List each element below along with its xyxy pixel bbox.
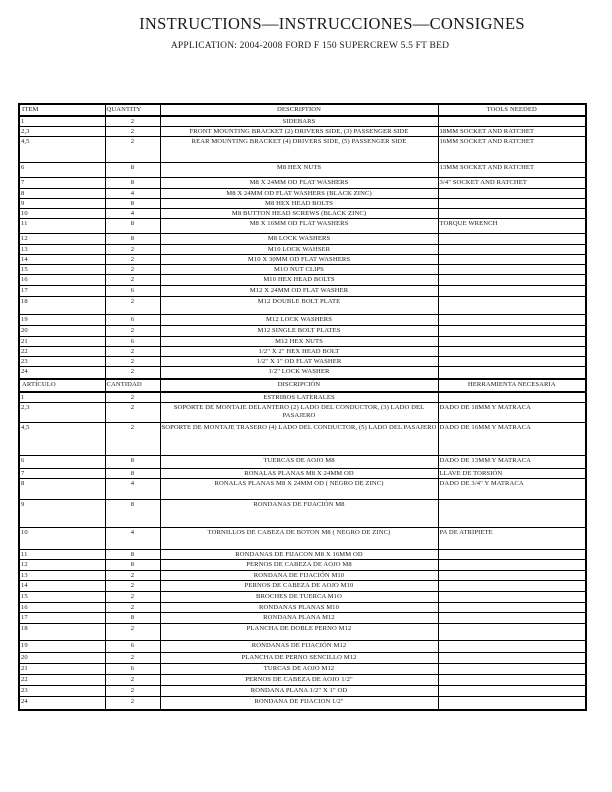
table-row [19, 326, 586, 336]
quantity-cell: 8 [105, 219, 160, 234]
item-cell: 23 [19, 357, 105, 367]
tools-cell [438, 188, 586, 198]
description-cell: RONDANAS PLANAS M10 [160, 602, 438, 612]
description-cell: PLANCHA DE PERNO SENCILLO M12 [160, 653, 438, 664]
tools-cell [438, 613, 586, 624]
description-cell: TURCAS DE AOJO M12 [160, 664, 438, 675]
quantity-cell: 8 [105, 178, 160, 188]
table-row [19, 479, 586, 500]
tools-cell [438, 346, 586, 356]
description-cell: TORNILLOS DE CABEZA DE BOTON M8 ( NEGRO DE ZINC) [160, 528, 438, 550]
table-row [19, 315, 586, 326]
quantity-cell: 2 [105, 275, 160, 286]
table-row [19, 367, 586, 379]
description-cell: FRONT MOUNTING BRACKET (2) DRIVERS SIDE, (3) PASSENGER SIDE [160, 127, 438, 137]
quantity-cell: 8 [105, 163, 160, 178]
tools-cell [438, 234, 586, 244]
table-row [19, 219, 586, 234]
tools-cell [438, 275, 586, 286]
item-cell: 1 [19, 392, 105, 403]
item-cell: 17 [19, 286, 105, 297]
item-cell: 15 [19, 591, 105, 602]
quantity-cell: 2 [105, 686, 160, 697]
document-title: INSTRUCTIONS—INSTRUCCIONES—CONSIGNES [139, 14, 525, 33]
quantity-cell: 8 [105, 469, 160, 479]
tools-cell [438, 367, 586, 379]
description-cell: RONDANA DE FIJACION 1/2" [160, 697, 438, 710]
description-cell: RONDANA PLANA 1/2" X 1" OD [160, 686, 438, 697]
item-cell: 18 [19, 624, 105, 641]
description-cell: M8 HEX HEAD BOLTS [160, 198, 438, 208]
quantity-cell: 2 [105, 570, 160, 580]
item-cell: 18 [19, 297, 105, 315]
description-cell: M8 X 24MM OD FLAT WASHERS (BLACK ZINC) [160, 188, 438, 198]
table-row [19, 697, 586, 710]
table-row [19, 163, 586, 178]
description-cell: RONALAS PLANAS M8 X 24MM OD [160, 469, 438, 479]
quantity-cell: 8 [105, 500, 160, 528]
table-row [19, 591, 586, 602]
tools-cell: LLAVE DE TORSIÓN [438, 469, 586, 479]
item-cell: 24 [19, 367, 105, 379]
description-cell: PERNOS DE CABEZA DE AOJO 1/2" [160, 675, 438, 686]
item-cell: 22 [19, 675, 105, 686]
english-header-tools-cell: TOOLS NEEDED [438, 104, 586, 116]
description-cell: TUERCAS DE AOJO M8 [160, 456, 438, 469]
tools-cell [438, 116, 586, 127]
description-cell: M8 HEX NUTS [160, 163, 438, 178]
description-cell: M12 X 24MM OD FLAT WASHER [160, 286, 438, 297]
table-row [19, 500, 586, 528]
tools-cell: DADO DE 16MM Y MATRACA [438, 423, 586, 456]
quantity-cell: 2 [105, 392, 160, 403]
tools-cell [438, 326, 586, 336]
item-cell: 4,5 [19, 137, 105, 163]
description-cell: M8 BUTTON HEAD SCREWS (BLACK ZINC) [160, 209, 438, 219]
tools-cell [438, 560, 586, 570]
quantity-cell: 8 [105, 550, 160, 560]
english-header-description-cell: DESCRIPTION [160, 104, 438, 116]
table-row [19, 613, 586, 624]
tools-cell [438, 357, 586, 367]
quantity-cell: 2 [105, 346, 160, 356]
item-cell: 12 [19, 560, 105, 570]
tools-cell [438, 675, 586, 686]
english-header-row [19, 104, 586, 116]
quantity-cell: 8 [105, 198, 160, 208]
item-cell: 16 [19, 275, 105, 286]
table-row [19, 265, 586, 275]
quantity-cell: 4 [105, 479, 160, 500]
description-cell: RONDANAS DE FIJACIÓN M8 [160, 500, 438, 528]
item-cell: 14 [19, 580, 105, 591]
quantity-cell: 2 [105, 137, 160, 163]
tools-cell [438, 697, 586, 710]
description-cell: PERNOS DE CABEZA DE AOJO M8 [160, 560, 438, 570]
item-cell: 13 [19, 244, 105, 254]
tools-cell [438, 580, 586, 591]
quantity-cell: 2 [105, 403, 160, 423]
description-cell: RONDANA PLANA M12 [160, 613, 438, 624]
item-cell: 17 [19, 613, 105, 624]
table-row [19, 275, 586, 286]
table-row [19, 653, 586, 664]
item-cell: 1 [19, 116, 105, 127]
item-cell: 8 [19, 479, 105, 500]
quantity-cell: 2 [105, 116, 160, 127]
table-row [19, 403, 586, 423]
table-row [19, 675, 586, 686]
description-cell: M10 X 30MM OD FLAT WASHERS [160, 254, 438, 264]
tools-cell: DADO DE 13MM Y MATRACA [438, 456, 586, 469]
table-row [19, 664, 586, 675]
item-cell: 6 [19, 163, 105, 178]
item-cell: 9 [19, 500, 105, 528]
table-row [19, 392, 586, 403]
quantity-cell: 2 [105, 697, 160, 710]
item-cell: 22 [19, 346, 105, 356]
description-cell: M1O NUT CLIPS [160, 265, 438, 275]
item-cell: 11 [19, 550, 105, 560]
item-cell: 20 [19, 326, 105, 336]
table-row [19, 357, 586, 367]
description-cell: RONDANAS DE FIJACON M8 X 16MM OD [160, 550, 438, 560]
description-cell: M8 LOCK WASHERS [160, 234, 438, 244]
quantity-cell: 4 [105, 209, 160, 219]
quantity-cell: 2 [105, 591, 160, 602]
quantity-cell: 4 [105, 528, 160, 550]
quantity-cell: 8 [105, 456, 160, 469]
quantity-cell: 2 [105, 297, 160, 315]
item-cell: 21 [19, 664, 105, 675]
table-row [19, 254, 586, 264]
description-cell: M12 SINGLE BOLT PLATES [160, 326, 438, 336]
quantity-cell: 8 [105, 234, 160, 244]
item-cell: 7 [19, 469, 105, 479]
description-cell: 1/2" X 1" OD FLAT WASHER [160, 357, 438, 367]
tools-cell [438, 265, 586, 275]
table-row [19, 137, 586, 163]
table-row [19, 602, 586, 612]
table-row [19, 423, 586, 456]
tools-cell: 16MM SOCKET AND RATCHET [438, 137, 586, 163]
tools-cell: DADO DE 18MM Y MATRACA [438, 403, 586, 423]
quantity-cell: 2 [105, 624, 160, 641]
quantity-cell: 2 [105, 423, 160, 456]
table-row [19, 346, 586, 356]
table-row [19, 550, 586, 560]
tools-cell [438, 500, 586, 528]
tools-cell: TORQUE WRENCH [438, 219, 586, 234]
item-cell: 2,3 [19, 127, 105, 137]
quantity-cell: 6 [105, 664, 160, 675]
table-row [19, 244, 586, 254]
description-cell: PLANCHA DE DOBLE PERNO M12 [160, 624, 438, 641]
description-cell: M12 LOCK WASHERS [160, 315, 438, 326]
item-cell: 19 [19, 641, 105, 653]
quantity-cell: 2 [105, 254, 160, 264]
table-row [19, 469, 586, 479]
table-row [19, 570, 586, 580]
quantity-cell: 2 [105, 602, 160, 612]
tools-cell [438, 602, 586, 612]
item-cell: 21 [19, 336, 105, 346]
tools-cell [438, 336, 586, 346]
tools-cell: 18MM SOCKET AND RATCHET [438, 127, 586, 137]
item-cell: 23 [19, 686, 105, 697]
tools-cell [438, 297, 586, 315]
item-cell: 15 [19, 265, 105, 275]
tools-cell: 13MM SOCKET AND RATCHET [438, 163, 586, 178]
tools-cell [438, 198, 586, 208]
table-row [19, 624, 586, 641]
tools-cell [438, 686, 586, 697]
spanish-header-tools-cell: HERRAMIENTA NECESARIA [438, 379, 586, 392]
tools-cell [438, 244, 586, 254]
tools-cell [438, 570, 586, 580]
quantity-cell: 2 [105, 653, 160, 664]
table-row [19, 198, 586, 208]
description-cell: SIDEBARS [160, 116, 438, 127]
tools-cell: PA DE ATRIPIETE [438, 528, 586, 550]
quantity-cell: 6 [105, 336, 160, 346]
table-row [19, 234, 586, 244]
item-cell: 24 [19, 697, 105, 710]
description-cell: RONALAS PLANAS M8 X 24MM OD ( NEGRO DE ZINC) [160, 479, 438, 500]
quantity-cell: 2 [105, 675, 160, 686]
item-cell: 7 [19, 178, 105, 188]
item-cell: 12 [19, 234, 105, 244]
tools-cell [438, 653, 586, 664]
description-cell: SOPORTE DE MONTAJE TRASERO (4) LADO DEL CONDUCTOR, (5) LADO DEL PASAJERO [160, 423, 438, 456]
quantity-cell: 2 [105, 127, 160, 137]
quantity-cell: 2 [105, 580, 160, 591]
spanish-header-row [19, 379, 586, 392]
quantity-cell: 2 [105, 265, 160, 275]
item-cell: 19 [19, 315, 105, 326]
description-cell: M8 X 24MM OD FLAT WASHERS [160, 178, 438, 188]
table-row [19, 297, 586, 315]
item-cell: 8 [19, 188, 105, 198]
tools-cell: DADO DE 3/4" Y MATRACA [438, 479, 586, 500]
table-row [19, 209, 586, 219]
english-header-quantity-cell: QUANTITY [105, 104, 160, 116]
spanish-header-item-cell: ARTÍCULO [19, 379, 105, 392]
tools-cell [438, 624, 586, 641]
table-row [19, 116, 586, 127]
description-cell: 1/2" LOCK WASHER [160, 367, 438, 379]
description-cell: M10 LOCK WAHSER [160, 244, 438, 254]
description-cell: RONDANA DE FIJACIÓN M10 [160, 570, 438, 580]
tools-cell [438, 254, 586, 264]
quantity-cell: 6 [105, 286, 160, 297]
spanish-header-description-cell: DISCRIPCIÓN [160, 379, 438, 392]
tools-cell [438, 392, 586, 403]
tools-cell [438, 315, 586, 326]
item-cell: 10 [19, 528, 105, 550]
table-row [19, 580, 586, 591]
tools-cell: 3/4" SOCKET AND RATCHET [438, 178, 586, 188]
tools-cell [438, 591, 586, 602]
quantity-cell: 2 [105, 357, 160, 367]
description-cell: RONDANAS DE FIJACIÓN M12 [160, 641, 438, 653]
application-line: APPLICATION: 2004-2008 FORD F 150 SUPERCREW 5.5 FT BED [170, 41, 450, 51]
table-row [19, 641, 586, 653]
description-cell: M12 DOUBLE BOLT PLATE [160, 297, 438, 315]
quantity-cell: 6 [105, 641, 160, 653]
table-row [19, 560, 586, 570]
table-row [19, 127, 586, 137]
item-cell: 14 [19, 254, 105, 264]
table-row [19, 528, 586, 550]
spanish-header-quantity-cell: CANTIDAD [105, 379, 160, 392]
quantity-cell: 8 [105, 613, 160, 624]
item-cell: 6 [19, 456, 105, 469]
description-cell: ESTRIBOS LATERALES [160, 392, 438, 403]
item-cell: 20 [19, 653, 105, 664]
quantity-cell: 6 [105, 315, 160, 326]
table-row [19, 188, 586, 198]
quantity-cell: 2 [105, 326, 160, 336]
item-cell: 10 [19, 209, 105, 219]
quantity-cell: 2 [105, 244, 160, 254]
item-cell: 4,5 [19, 423, 105, 456]
description-cell: PERNOS DE CABEZA DE AOJO M10 [160, 580, 438, 591]
tools-cell [438, 664, 586, 675]
quantity-cell: 8 [105, 560, 160, 570]
english-header-item-cell: ITEM [19, 104, 105, 116]
description-cell: REAR MOUNTING BRACKET (4) DRIVERS SIDE, (5) PASSENGER SIDE [160, 137, 438, 163]
item-cell: 9 [19, 198, 105, 208]
item-cell: 13 [19, 570, 105, 580]
table-row [19, 178, 586, 188]
description-cell: M10 HEX HEAD BOLTS [160, 275, 438, 286]
quantity-cell: 2 [105, 367, 160, 379]
table-row [19, 686, 586, 697]
description-cell: BROCHES DE TUERCA M1O [160, 591, 438, 602]
description-cell: M8 X 16MM OD FLAT WASHERS [160, 219, 438, 234]
table-row [19, 286, 586, 297]
tools-cell [438, 550, 586, 560]
tools-cell [438, 286, 586, 297]
table-row [19, 456, 586, 469]
item-cell: 2,3 [19, 403, 105, 423]
parts-table [18, 103, 587, 711]
item-cell: 16 [19, 602, 105, 612]
tools-cell [438, 641, 586, 653]
description-cell: M12 HEX NUTS [160, 336, 438, 346]
item-cell: 11 [19, 219, 105, 234]
quantity-cell: 4 [105, 188, 160, 198]
description-cell: SOPORTE DE MONTAJE DELANTERO (2) LADO DEL CONDUCTOR, (3) LADO DEL PASAJERO [160, 403, 438, 423]
description-cell: 1/2" X 2" HEX HEAD BOLT [160, 346, 438, 356]
table-row [19, 336, 586, 346]
tools-cell [438, 209, 586, 219]
